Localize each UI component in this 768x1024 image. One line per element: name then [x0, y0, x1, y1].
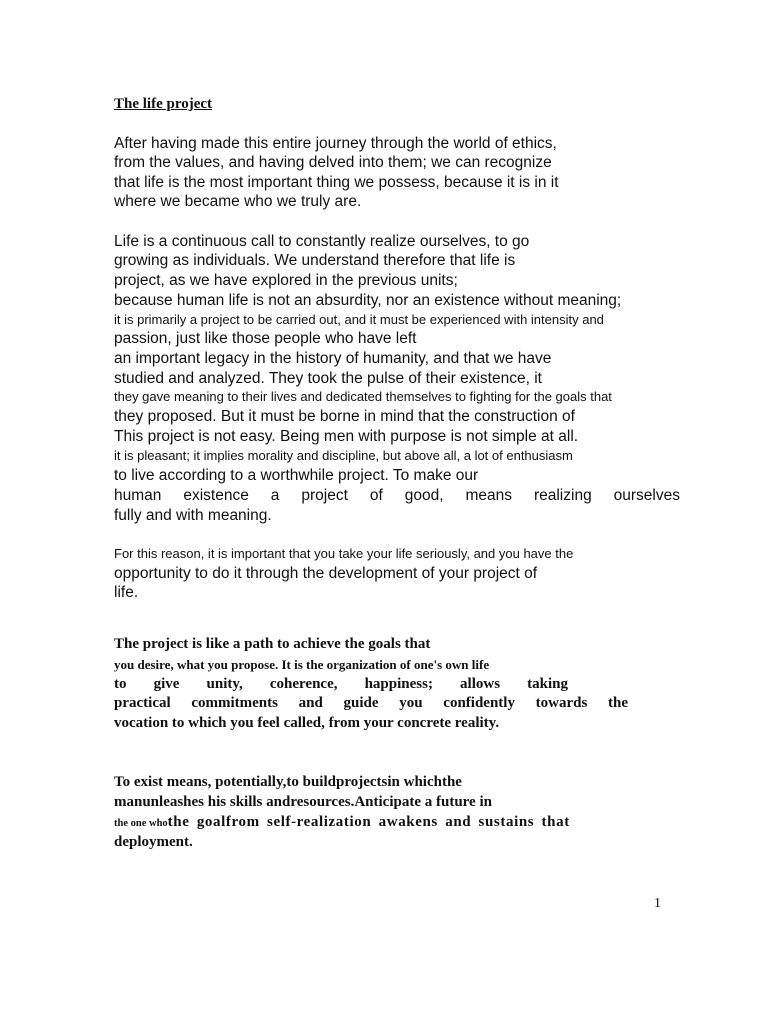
paragraph-2-line: studied and analyzed. They took the pulse of their existence, it — [114, 370, 542, 387]
paragraph-2-line: it is pleasant; it implies morality and discipline, but above all, a lot of enthusiasm — [114, 448, 573, 463]
paragraph-3-line: life. — [114, 584, 139, 601]
paragraph-4-line: you desire, what you propose. It is the organization of one's own life — [114, 657, 490, 672]
paragraph-2-line: they gave meaning to their lives and dedicated themselves to fighting for the goals that — [114, 389, 612, 404]
paragraph-5-line: To exist means, potentially,to buildprojectsin whichthe — [114, 774, 462, 790]
paragraph-2-line: passion, just like those people who have left — [114, 330, 417, 347]
paragraph-5-line — [114, 813, 612, 833]
paragraph-2-line: because human life is not an absurdity, nor an existence without meaning; — [114, 292, 622, 309]
paragraph-3-line: opportunity to do it through the development of your project of — [114, 565, 538, 582]
paragraph-2-line: growing as individuals. We understand therefore that life is — [114, 252, 516, 269]
paragraph-2-line: to live according to a worthwhile project. To make our — [114, 467, 479, 484]
paragraph-2-line: they proposed. But it must be borne in mind that the construction of — [114, 408, 575, 425]
paragraph-2-line: Life is a continuous call to constantly realize ourselves, to go — [114, 233, 530, 250]
page-number: 1 — [654, 896, 661, 911]
paragraph-2-line: This project is not easy. Being men with purpose is not simple at all. — [114, 428, 579, 445]
paragraph-4-line: The project is like a path to achieve the goals that — [114, 636, 431, 652]
paragraph-4-line: practical commitments and guide you confidently towards the — [114, 695, 628, 711]
paragraph-3-line: For this reason, it is important that you take your life seriously, and you have the — [114, 546, 574, 561]
paragraph-4-line: vocation to which you feel called, from your concrete reality. — [114, 715, 500, 731]
paragraph-2-line: it is primarily a project to be carried out, and it must be experienced with intensity and — [114, 312, 604, 327]
paragraph-2-line: human existence a project of good, means realizing ourselves — [114, 487, 680, 504]
document-title: The life project — [114, 96, 213, 112]
paragraph-2-line: fully and with meaning. — [114, 507, 272, 524]
paragraph-1-line: where we became who we truly are. — [114, 193, 362, 210]
paragraph-5-small-text: the one who — [114, 818, 168, 829]
paragraph-5-line: deployment. — [114, 834, 193, 850]
paragraph-5-line: manunleashes his skills andresources.Anticipate a future in — [114, 794, 492, 810]
paragraph-4-line: to give unity, coherence, happiness; allows taking — [114, 676, 568, 692]
paragraph-1-line: After having made this entire journey through the world of ethics, — [114, 135, 557, 152]
paragraph-5-text: the goalfrom self-realization awakens and sustains that — [167, 814, 570, 830]
paragraph-2-line: an important legacy in the history of humanity, and that we have — [114, 350, 552, 367]
paragraph-2-line: project, as we have explored in the previous units; — [114, 272, 458, 289]
paragraph-1-line: that life is the most important thing we possess, because it is in it — [114, 174, 559, 191]
paragraph-1-line: from the values, and having delved into them; we can recognize — [114, 154, 552, 171]
